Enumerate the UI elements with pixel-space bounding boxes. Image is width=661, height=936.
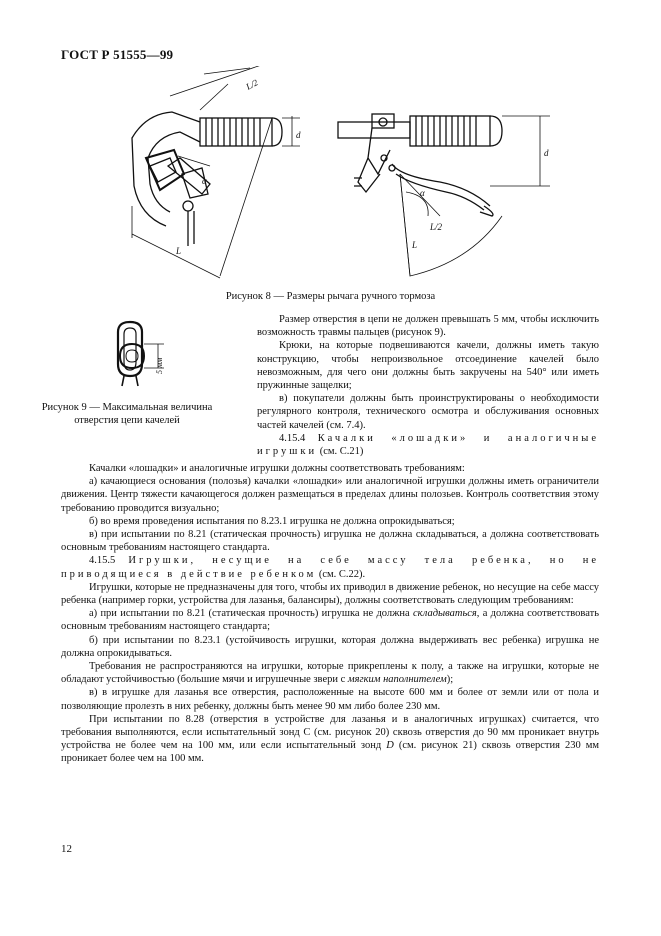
- fig8-label-half-l-left: L/2: [244, 77, 260, 92]
- col-paragraph-1: Размер отверстия в цепи не должен превышать 5 мм, чтобы исключить возможность травмы пальцев (рисунок 9).: [257, 314, 599, 339]
- section-4-15-5-ref: (см. С.22).: [318, 568, 366, 580]
- p6-text-b: , а должна соответствовать основным требованиям настоящего стандарта;: [61, 608, 599, 633]
- section-4-15-4-heading: [257, 432, 599, 458]
- section-4-15-4-title: Качалки «лошадки» и аналогичные игрушки: [257, 432, 599, 458]
- section-4-15-4-ref: (см. С.21): [319, 446, 364, 458]
- main-paragraph-2: а) качающиеся основания (полозья) качалки «лошадки» или аналогичной игрушки должны иметь ограничители движения. Центр тяжести качающегося должен размещаться в пределах длины полозьев. Контроль соответствия этому требованию проводится визуально;: [61, 476, 599, 514]
- p6-text-a: а) при испытании по 8.21 (статическая прочность) игрушка не должна: [89, 608, 413, 620]
- fig8-label-d-right: d: [544, 148, 549, 158]
- p6-emphasis: складываться: [412, 608, 477, 620]
- p8-text-a: Требования не распространяются на игрушки, которые прикреплены к полу, а также на игрушки, которые не обладают устойчивостью (большие мячи и игрушечные звери с: [61, 661, 599, 686]
- section-4-15-5-heading: [61, 554, 599, 580]
- col-paragraph-3: в) покупатели должны быть проинструктированы о необходимости регулярного контроля, технического осмотра и обслуживания основных частей качелей (см. 7.4).: [257, 393, 599, 431]
- main-paragraph-8: [61, 660, 599, 686]
- main-paragraph-6: [61, 607, 599, 633]
- section-4-15-5-title: Игрушки, несущие на себе массу тела ребенка, но не приводящиеся в действие ребенком: [61, 555, 599, 580]
- left-lever-body: [132, 112, 200, 226]
- right-swing-arc: [400, 174, 502, 276]
- p8-text-b: );: [446, 674, 454, 686]
- p10-text-b: (см. рисунок 21) сквозь отверстия 230 мм проникает более чем на 100 мм.: [61, 740, 599, 765]
- fig9-dim-label: 5 мм: [155, 357, 164, 374]
- main-paragraph-10: [61, 713, 599, 766]
- fig8-label-alpha-right: α: [420, 188, 425, 198]
- main-text: [61, 462, 599, 766]
- figure-8-caption: Рисунок 8 — Размеры рычага ручного тормоза: [225, 291, 436, 302]
- main-paragraph-9: в) в игрушке для лазанья все отверстия, расположенные на высоте 600 мм и более от земли или от пола и позволяющие пролезть в них ребенку, должны быть менее 90 мм либо более 230 мм.: [61, 687, 599, 712]
- fig8-label-half-l-right: L/2: [430, 222, 443, 232]
- page-number: 12: [61, 843, 72, 855]
- section-4-15-5-number: 4.15.5: [89, 555, 116, 567]
- document-header: ГОСТ Р 51555—99: [61, 47, 174, 62]
- right-column-text: [257, 313, 599, 458]
- fig8-label-d-left: d: [296, 130, 301, 140]
- main-paragraph-3: б) во время проведения испытания по 8.23.1 игрушка не должна опрокидываться;: [89, 515, 455, 527]
- right-lever-arm: [338, 122, 410, 138]
- figure-8-hand-brake-lever-drawing: [110, 66, 570, 288]
- p8-emphasis: мягким наполнителем: [347, 674, 447, 686]
- p10-text-a: При испытании по 8.28 (отверстия в устройстве для лазанья и в аналогичных игрушках) считается, что требования выполняются, если испытательный зонд С (см. рисунок 20) сквозь отверстия до 90 мм проникает внутрь устройства не более чем на 100 мм, или если испытательный зонд: [61, 713, 599, 752]
- main-paragraph-7: б) при испытании по 8.23.1 (устойчивость игрушки, которая должна выдерживать вес ребенка) игрушка не должна опрокидываться.: [61, 634, 599, 659]
- main-paragraph-1: Качалки «лошадки» и аналогичные игрушки должны соответствовать требованиям:: [89, 463, 465, 474]
- main-paragraph-5: Игрушки, которые не предназначены для того, чтобы их приводил в движение ребенок, но несущие на себе массу ребенка (например горки, устройства для лазанья, балансиры), должны соответствовать следующим требованиям:: [61, 581, 599, 607]
- fig8-label-l-left: L: [176, 246, 182, 256]
- figure-9-caption: Рисунок 9 — Максимальная величина отверстия цепи качелей: [41, 402, 213, 426]
- fig8-label-l-right: L: [412, 240, 418, 250]
- figure-9-chain-link-drawing: [100, 320, 180, 390]
- col-paragraph-2: Крюки, на которые подвешиваются качели, должны иметь такую конструкцию, чтобы непроизвольное отсоединение качелей было невозможным, для чего они должны быть закручены на 540° или иметь пружинные защелки;: [257, 340, 599, 392]
- section-4-15-4-number: 4.15.4: [279, 432, 306, 444]
- right-brake-pedal: [392, 164, 490, 206]
- p10-emphasis: D: [386, 740, 394, 752]
- fig8-label-alpha-left: α: [202, 176, 207, 186]
- main-paragraph-4: в) при испытании по 8.21 (статическая прочность) игрушка не должна складываться, а должна соответствовать основным требованиям настоящего стандарта.: [61, 529, 599, 554]
